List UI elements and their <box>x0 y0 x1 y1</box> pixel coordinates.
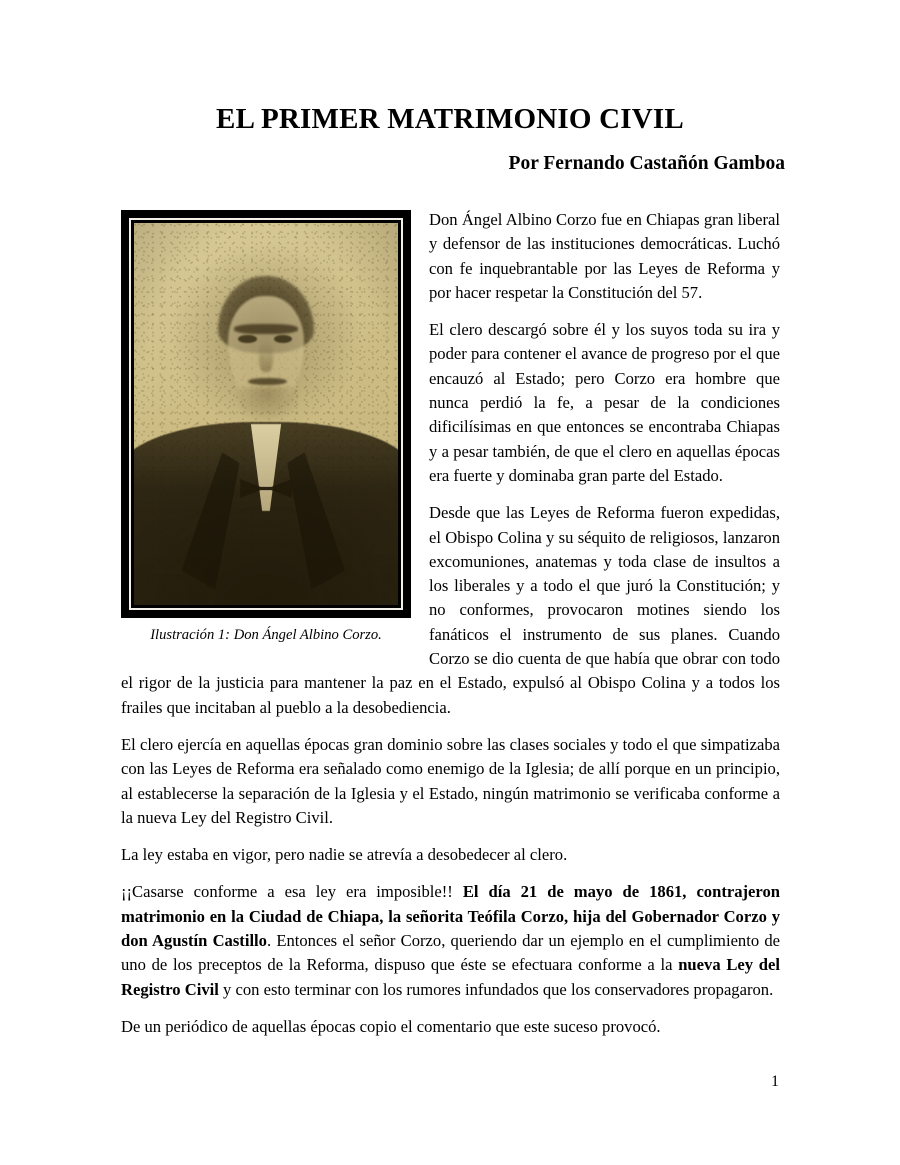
paragraph-5: La ley estaba en vigor, pero nadie se atrevía a desobedecer al clero. <box>121 845 568 865</box>
paragraph-6-text-b: . Entonces el señor Corzo, queriendo dar un ejemplo en el cumplimiento de uno de los preceptos de la Reforma, dispuso que éste se efectuara conforme a la <box>121 931 781 975</box>
article-body <box>121 208 780 1039</box>
figure-caption: Ilustración 1: Don Ángel Albino Corzo. <box>150 627 382 643</box>
photo-inner-border <box>129 218 403 610</box>
photo-frame <box>121 210 411 618</box>
page-number: 1 <box>771 1073 779 1090</box>
paragraph-4: El clero ejercía en aquellas épocas gran dominio sobre las clases sociales y todo el que simpatizaba con las Leyes de Reforma era señalado como enemigo de la Iglesia; de allí porque en un principio, al establecerse la separación de la Iglesia y el Estado, ningún matrimonio se verificaba conforme a la nueva Ley del Registro Civil. <box>121 734 780 827</box>
paragraph-2: El clero descargó sobre él y los suyos toda su ira y poder para contener el avance de progreso por el que encauzó al Estado; pero Corzo era hombre que nunca perdió la fe, a pesar de la condiciones dificilísimas en que entonces se encontraba Chiapas y a pesar también, de que el clero en aquellas épocas era fuerte y dominaba gran parte del Estado. <box>429 320 780 485</box>
paragraph-6-bold-civil-registry-law: nueva Ley del Registro Civil <box>121 955 781 999</box>
figure-illustration-1 <box>121 210 411 645</box>
portrait-photo <box>134 223 398 605</box>
paragraph-6-text-a: ¡¡Casarse conforme a esa ley era imposible!! <box>121 882 463 902</box>
author-byline: Por Fernando Castañón Gamboa <box>508 153 785 174</box>
portrait-vignette <box>134 223 398 605</box>
paragraph-3: Desde que las Leyes de Reforma fueron expedidas, el Obispo Colina y su séquito de religiosos, lanzaron excomuniones, anatemas y toda clase de insultos a los liberales y a todo el que juró la Constitución; y no conformes, provocaron motines siendo los fanáticos el instrumento de sus planes. Cuando Corzo se dio cuenta de que había que obrar con todo el rigor de la justicia para mantener la paz en el Estado, expulsó al Obispo Colina y a todos los frailes que incitaban al pueblo a la desobediencia. <box>121 503 780 717</box>
page-title: EL PRIMER MATRIMONIO CIVIL <box>216 103 684 135</box>
paragraph-7: De un periódico de aquellas épocas copio el comentario que este suceso provocó. <box>121 1016 661 1036</box>
paragraph-6-text-c: y con esto terminar con los rumores infundados que los conservadores propagaron. <box>218 979 774 999</box>
paragraph-6 <box>121 880 780 1001</box>
paragraph-6-bold-marriage-record: El día 21 de mayo de 1861, contrajeron matrimonio en la Ciudad de Chiapa, la señorita Teófila Corzo, hija del Gobernador Corzo y don Agustín Castillo <box>121 882 781 951</box>
paragraph-1: Don Ángel Albino Corzo fue en Chiapas gran liberal y defensor de las instituciones democráticas. Luchó con fe inquebrantable por las Leyes de Reforma y por hacer respetar la Constitución del 57. <box>429 210 780 302</box>
